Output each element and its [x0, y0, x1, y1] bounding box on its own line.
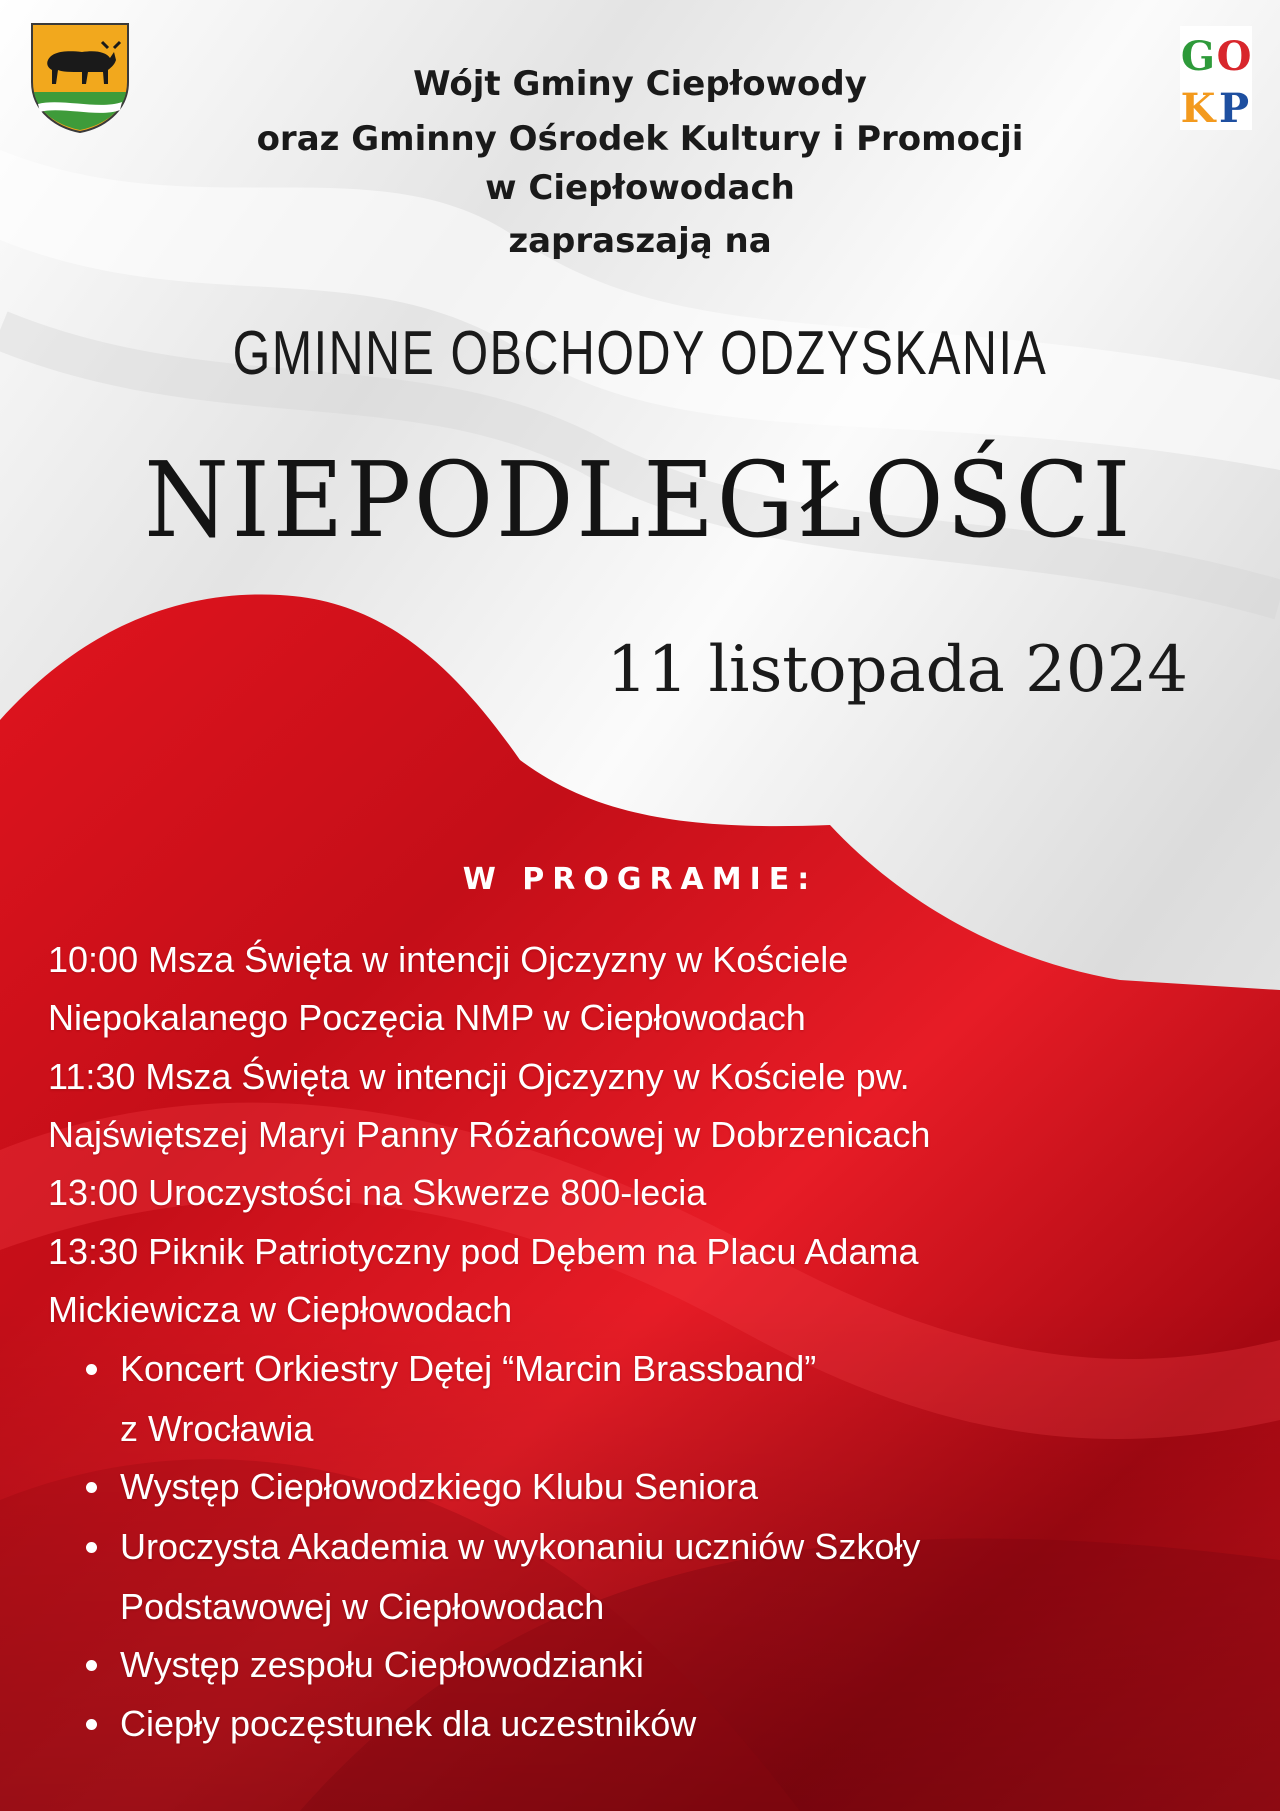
list-item-text-cont: z Wrocławia: [120, 1408, 314, 1449]
bullet-icon: [86, 1719, 97, 1730]
header-location: w Ciepłowodach: [485, 168, 795, 208]
gokp-letter-p: P: [1218, 85, 1250, 130]
header-institution: oraz Gminny Ośrodek Kultury i Promocji: [256, 119, 1024, 159]
bullet-icon: [86, 1364, 97, 1375]
bullet-icon: [86, 1482, 97, 1493]
program-heading: W PROGRAMIE:: [462, 862, 818, 897]
gokp-letter-k: K: [1180, 85, 1216, 130]
header-invitation: zapraszają na: [508, 221, 772, 261]
list-item-text: Ciepły poczęstunek dla uczestników: [120, 1703, 697, 1744]
list-item-text-cont: Podstawowej w Ciepłowodach: [120, 1586, 605, 1627]
program-item-3: 13:00 Uroczystości na Skwerze 800-lecia: [48, 1172, 707, 1213]
bullet-icon: [86, 1542, 97, 1553]
program-item-4-line1: 13:30 Piknik Patriotyczny pod Dębem na Placu Adama: [48, 1231, 919, 1272]
program-item-1-line1: 10:00 Msza Święta w intencji Ojczyzny w Kościele: [48, 939, 849, 980]
gokp-letter-o: O: [1216, 33, 1252, 80]
list-item-text: Uroczysta Akademia w wykonaniu uczniów Szkoły: [120, 1526, 921, 1567]
program-item-4-line2: Mickiewicza w Ciepłowodach: [48, 1289, 513, 1330]
event-subtitle: GMINNE OBCHODY ODZYSKANIA: [232, 319, 1048, 388]
header-organizer: Wójt Gminy Ciepłowody: [413, 64, 867, 104]
event-date: 11 listopada 2024: [606, 633, 1188, 707]
list-item-text: Koncert Orkiestry Dętej “Marcin Brassband”: [120, 1348, 817, 1389]
program-item-2-line1: 11:30 Msza Święta w intencji Ojczyzny w Kościele pw.: [48, 1056, 910, 1097]
list-item-text: Występ Ciepłowodzkiego Klubu Seniora: [120, 1466, 759, 1507]
list-item-text: Występ zespołu Ciepłowodzianki: [120, 1644, 644, 1685]
bullet-icon: [86, 1660, 97, 1671]
program-item-2-line2: Najświętszej Maryi Panny Różańcowej w Dobrzenicach: [48, 1114, 931, 1155]
program-item-1-line2: Niepokalanego Poczęcia NMP w Ciepłowodach: [48, 997, 806, 1038]
event-title: NIEPODLEGŁOŚCI: [144, 439, 1134, 561]
gokp-letter-g: G: [1180, 33, 1216, 80]
